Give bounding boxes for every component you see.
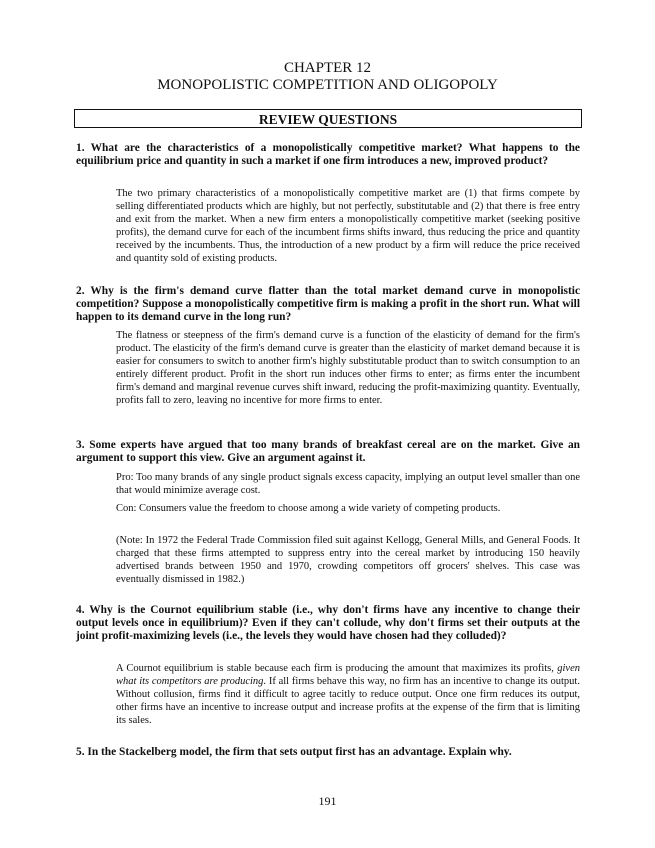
chapter-number: CHAPTER 12	[283, 60, 372, 76]
question-5: 5. In the Stackelberg model, the firm that sets output first has an advantage. Explain why.	[76, 746, 512, 758]
chapter-title: MONOPOLISTIC COMPETITION AND OLIGOPOLY	[157, 77, 498, 93]
question-1: 1. What are the characteristics of a monopolistically competitive market? What happens to the equilibrium price and quantity in such a market if one firm introduces a new, improved product?	[76, 142, 580, 167]
answer-4-italic: given what its competitors are producing	[116, 663, 580, 688]
answer-4	[116, 662, 580, 727]
question-3: 3. Some experts have argued that too many brands of breakfast cereal are on the market. Give an argument to support this view. Give an argument against it.	[76, 439, 580, 464]
answer-3-con: Con: Consumers value the freedom to choose among a wide variety of competing products.	[116, 503, 501, 514]
question-2: 2. Why is the firm's demand curve flatter than the total market demand curve in monopolistic competition? Suppose a monopolistically competitive firm is making a profit in the short run. What will happen to its demand curve in the long run?	[76, 285, 580, 323]
answer-3-pro: Pro: Too many brands of any single product signals excess capacity, implying an output level smaller than one that would minimize average cost.	[116, 472, 580, 497]
answer-2: The flatness or steepness of the firm's demand curve is a function of the elasticity of demand for the firm's product. The elasticity of the firm's demand curve is greater than the elasticity of market demand because it is easier for consumers to switch to another firm's highly substitutable product than to switch consumption to an entirely different product. Profit in the short run induces other firms to enter; as firms enter the incumbent firm's demand and marginal revenue curves shift inward, reducing the profit-maximizing quantity. Eventually, profits fall to zero, leaving no incentive for more firms to enter.	[116, 330, 580, 407]
question-4: 4. Why is the Cournot equilibrium stable (i.e., why don't firms have any incentive to change their output levels once in equilibrium)? Even if they can't collude, why don't firms set their outputs at the joint profit-maximizing levels (i.e., the levels they would have chosen had they colluded)?	[76, 604, 580, 642]
answer-1: The two primary characteristics of a monopolistically competitive market are (1) that firms compete by selling differentiated products which are highly, but not perfectly, substitutable and (2) that there is free entry and exit from the market. When a new firm enters a monopolistically competitive market (seeking positive profits), the demand curve for each of the incumbent firms shifts inward, thus reducing the price and quantity received by the incumbents. Thus, the introduction of a new product by a firm will reduce the price received and quantity sold of existing products.	[116, 188, 580, 265]
chapter-heading	[0, 60, 655, 94]
section-title-box: REVIEW QUESTIONS	[74, 109, 582, 128]
answer-3-note: (Note: In 1972 the Federal Trade Commission filed suit against Kellogg, General Mills, and General Foods. It charged that these firms attempted to suppress entry into the cereal market by introducing 150 heavily advertised brands between 1950 and 1970, crowding competitors off grocers' shelves. This case was eventually dismissed in 1982.)	[116, 535, 580, 586]
answer-4-part1: A Cournot equilibrium is stable because each firm is producing the amount that maximizes its profits,	[116, 663, 558, 674]
page-number: 191	[318, 794, 337, 808]
answer-4-part2: . If all firms behave this way, no firm has an incentive to change its output. Without collusion, firms find it difficult to agree tacitly to reduce output. Once one firm reduces its output, other firms have an incentive to increase output and increase profits at the expense of the firm that is limiting its sales.	[116, 676, 580, 727]
